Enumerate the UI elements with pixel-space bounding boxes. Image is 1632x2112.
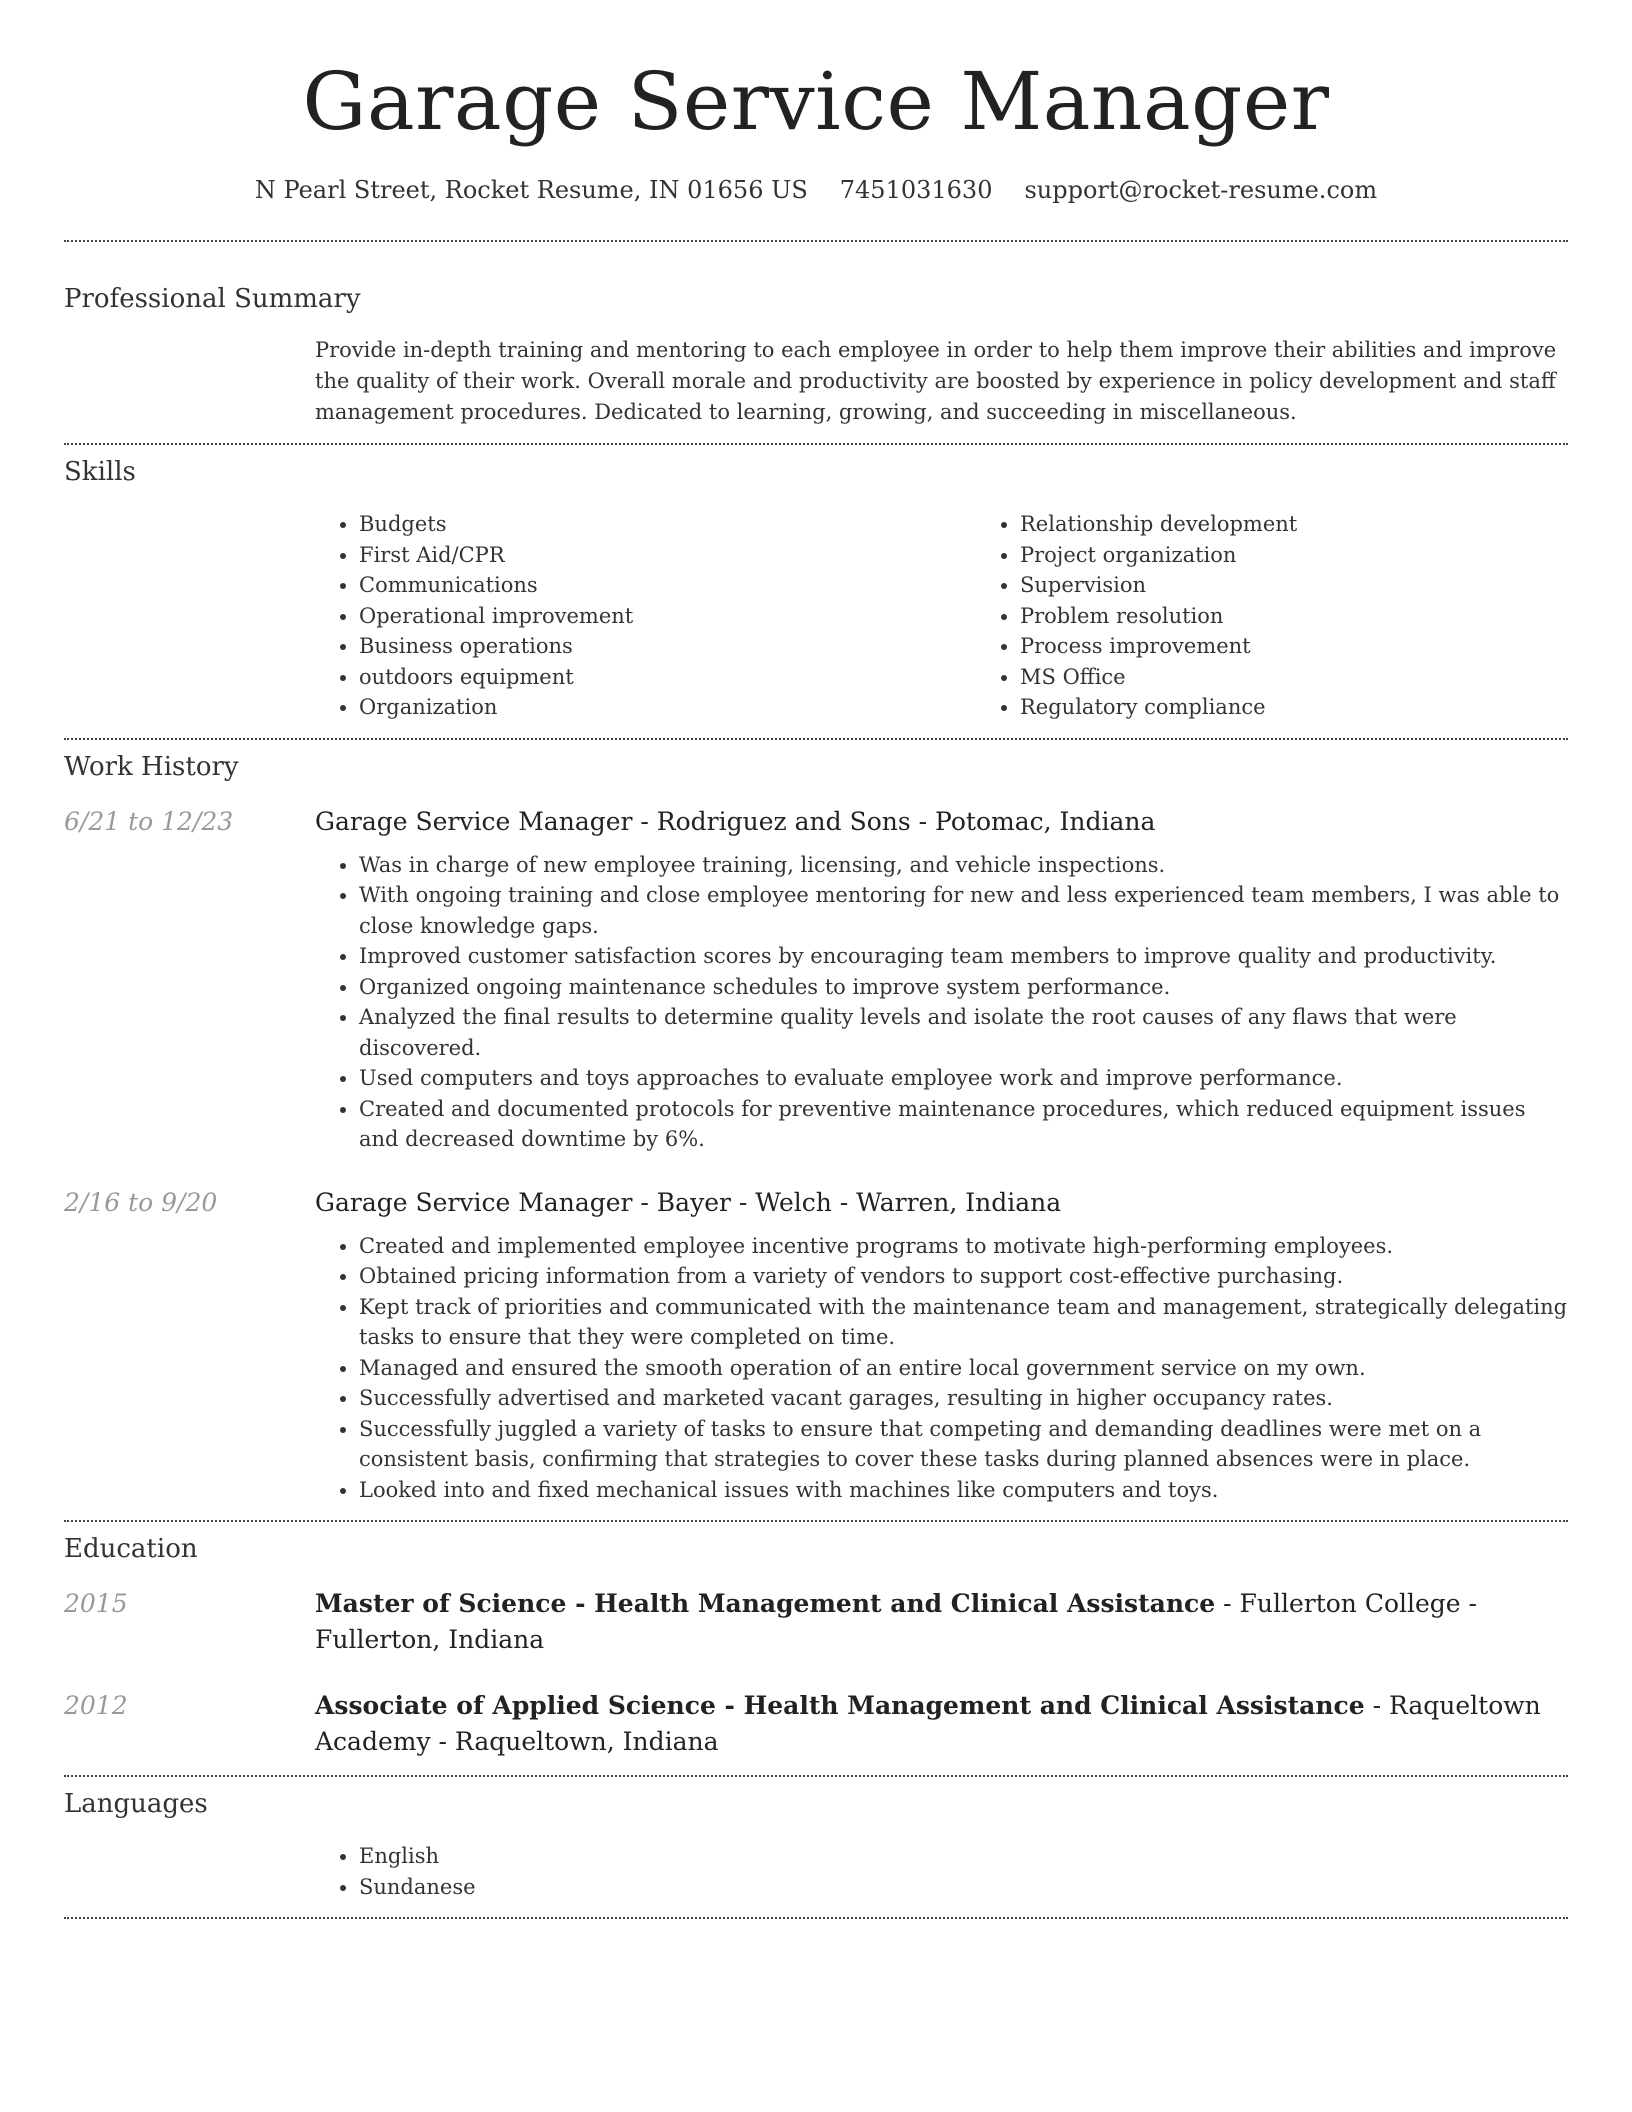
summary-body xyxy=(315,335,1568,428)
languages-list xyxy=(315,1841,1568,1902)
work-history-title: Work History xyxy=(64,751,239,782)
education-date: 2015 xyxy=(64,1589,128,1618)
job-bullet: • Kept track of priorities and communicated with the maintenance team and management, strategically delegating tasks to ensure that they were completed on time. xyxy=(359,1292,1568,1353)
languages-section xyxy=(64,1787,1568,1902)
education-degree: Master of Science - Health Management and Clinical Assistance xyxy=(315,1589,1216,1618)
job-bullet: • Successfully advertised and marketed vacant garages, resulting in higher occupancy rates. xyxy=(359,1383,1568,1414)
job-bullet: • Analyzed the final results to determine quality levels and isolate the root causes of any flaws that were discovered. xyxy=(359,1002,1568,1063)
section-divider xyxy=(64,1775,1568,1777)
job-entry xyxy=(64,1185,1568,1506)
job-bullet: • Looked into and fixed mechanical issues with machines like computers and toys. xyxy=(359,1475,1568,1506)
job-entry xyxy=(64,804,1568,1155)
job-bullet: • Organized ongoing maintenance schedules to improve system performance. xyxy=(359,972,1568,1003)
education-entry xyxy=(64,1586,1568,1658)
education-entry xyxy=(64,1688,1568,1760)
skills-columns xyxy=(315,509,1568,723)
skill-item: • First Aid/CPR xyxy=(359,540,976,571)
languages-title: Languages xyxy=(64,1789,208,1819)
job-bullets xyxy=(315,850,1568,1155)
section-divider xyxy=(64,240,1568,242)
skill-item: • MS Office xyxy=(1020,662,1632,693)
skill-item: • Project organization xyxy=(1020,540,1632,571)
skill-item: • Problem resolution xyxy=(1020,601,1632,632)
skills-list-right xyxy=(976,509,1632,723)
job-bullet: • Obtained pricing information from a variety of vendors to support cost-effective purchasing. xyxy=(359,1261,1568,1292)
skill-item: • Process improvement xyxy=(1020,631,1632,662)
education-details xyxy=(315,1586,1568,1658)
language-item: • Sundanese xyxy=(359,1872,1568,1903)
contact-address: N Pearl Street, Rocket Resume, IN 01656 US xyxy=(254,176,808,204)
job-title: Garage Service Manager - Rodriguez and Sons - Potomac, Indiana xyxy=(315,806,1156,836)
education-date: 2012 xyxy=(64,1691,128,1720)
job-bullet: • Was in charge of new employee training, licensing, and vehicle inspections. xyxy=(359,850,1568,881)
skills-section xyxy=(64,455,1568,723)
education-degree: Associate of Applied Science - Health Management and Clinical Assistance xyxy=(315,1691,1365,1720)
contact-phone: 7451031630 xyxy=(839,176,993,204)
candidate-name: Garage Service Manager xyxy=(302,55,1330,148)
section-divider xyxy=(64,443,1568,445)
skill-item: • Budgets xyxy=(359,509,976,540)
job-bullet: • Used computers and toys approaches to evaluate employee work and improve performance. xyxy=(359,1063,1568,1094)
languages-body xyxy=(315,1841,1568,1902)
skill-item: • Supervision xyxy=(1020,570,1632,601)
job-bullet: • With ongoing training and close employee mentoring for new and less experienced team members, I was able to close knowledge gaps. xyxy=(359,880,1568,941)
language-item: • English xyxy=(359,1841,1568,1872)
job-title: Garage Service Manager - Bayer - Welch - Warren, Indiana xyxy=(315,1187,1062,1217)
skill-item: • Organization xyxy=(359,692,976,723)
job-bullet: • Created and documented protocols for preventive maintenance procedures, which reduced equipment issues and decreased downtime by 6%. xyxy=(359,1094,1568,1155)
section-divider xyxy=(64,738,1568,740)
education-details xyxy=(315,1688,1568,1760)
skills-list-left xyxy=(315,509,976,723)
job-date: 6/21 to 12/23 xyxy=(64,806,234,836)
section-divider xyxy=(64,1917,1568,1919)
resume-content xyxy=(64,240,1568,1919)
summary-title: Professional Summary xyxy=(64,284,361,314)
job-bullet: • Created and implemented employee incentive programs to motivate high-performing employees. xyxy=(359,1231,1568,1262)
skill-item: • Communications xyxy=(359,570,976,601)
skills-title: Skills xyxy=(64,457,136,487)
resume-header xyxy=(0,0,1632,206)
skill-item: • Relationship development xyxy=(1020,509,1632,540)
job-bullet: • Improved customer satisfaction scores by encouraging team members to improve quality and productivity. xyxy=(359,941,1568,972)
skill-item: • outdoors equipment xyxy=(359,662,976,693)
skill-item: • Operational improvement xyxy=(359,601,976,632)
work-history-section xyxy=(64,750,1568,1506)
job-bullet: • Managed and ensured the smooth operation of an entire local government service on my own. xyxy=(359,1353,1568,1384)
education-section xyxy=(64,1532,1568,1760)
section-divider xyxy=(64,1520,1568,1522)
summary-section xyxy=(64,282,1568,428)
skill-item: • Business operations xyxy=(359,631,976,662)
education-title: Education xyxy=(64,1534,198,1564)
education-school: - Raqueltown Academy - Raqueltown, Indiana xyxy=(315,1691,1541,1756)
job-date: 2/16 to 9/20 xyxy=(64,1187,218,1217)
contact-line xyxy=(0,174,1632,206)
job-bullets xyxy=(315,1231,1568,1506)
job-bullet: • Successfully juggled a variety of tasks to ensure that competing and demanding deadlines were met on a consistent basis, confirming that strategies to cover these tasks during planned absences were in place. xyxy=(359,1414,1568,1475)
education-school: - Fullerton College - Fullerton, Indiana xyxy=(315,1589,1478,1654)
skill-item: • Regulatory compliance xyxy=(1020,692,1632,723)
summary-text: Provide in-depth training and mentoring to each employee in order to help them improve their abilities and improve the quality of their work. Overall morale and productivity are boosted by experience in policy development and staff management procedures. Dedicated to learning, growing, and succeeding in miscellaneous. xyxy=(315,338,1557,424)
contact-email: support@rocket-resume.com xyxy=(1024,176,1378,204)
job-details xyxy=(315,804,1568,1155)
job-details xyxy=(315,1185,1568,1506)
